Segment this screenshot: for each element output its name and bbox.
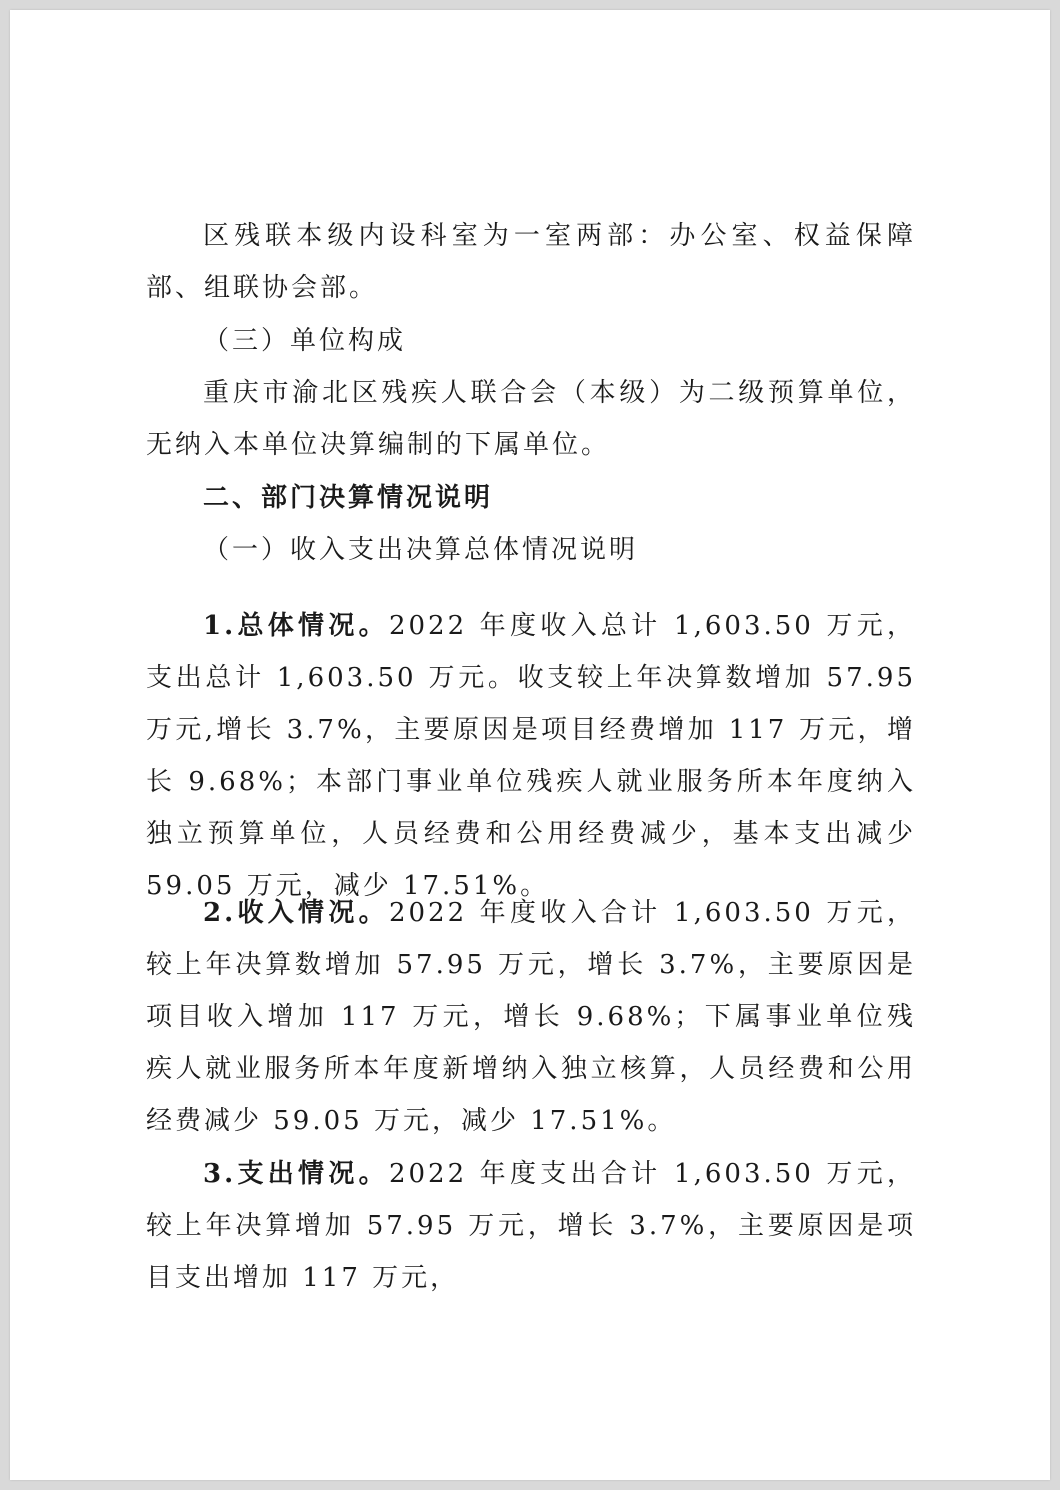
body-expenditure-situation: 2022 年度支出合计 1,603.50 万元，较上年决算增加 57.95 万元，增长 3.7%，主要原因是项目支出增加 117 万元， xyxy=(146,1159,916,1293)
paragraph-unit-composition: 重庆市渝北区残疾人联合会（本级）为二级预算单位，无纳入本单位决算编制的下属单位。 xyxy=(146,378,916,460)
lead-overall-situation: 1.总体情况。 xyxy=(203,611,389,641)
heading-unit-composition: （三）单位构成 xyxy=(203,326,407,356)
paragraph-overall-situation xyxy=(146,600,916,912)
paragraph-internal-departments: 区残联本级内设科室为一室两部：办公室、权益保障部、组联协会部。 xyxy=(146,221,916,303)
lead-expenditure-situation: 3.支出情况。 xyxy=(203,1159,389,1189)
paragraph-income-situation xyxy=(146,887,916,1147)
heading-section-2: 二、部门决算情况说明 xyxy=(203,483,494,513)
document-page xyxy=(10,10,1050,1480)
paragraph-expenditure-situation xyxy=(146,1148,916,1304)
body-income-situation: 2022 年度收入合计 1,603.50 万元，较上年决算数增加 57.95 万元，增长 3.7%，主要原因是项目收入增加 117 万元，增长 9.68%；下属事业单位残疾人就业服务所本年度新增纳入独立核算，人员经费和公用经费减少 59.05 万元，减少 17.51%。 xyxy=(146,898,916,1136)
heading-income-expenditure-overview: （一）收入支出决算总体情况说明 xyxy=(203,535,639,565)
body-overall-situation: 2022 年度收入总计 1,603.50 万元，支出总计 1,603.50 万元。收支较上年决算数增加 57.95 万元,增长 3.7%，主要原因是项目经费增加 117 万元，增长 9.68%；本部门事业单位残疾人就业服务所本年度纳入独立预算单位，人员经费和公用经费减少，基本支出减少 59.05 万元，减少 17.51%。 xyxy=(146,611,916,901)
lead-income-situation: 2.收入情况。 xyxy=(203,898,389,928)
